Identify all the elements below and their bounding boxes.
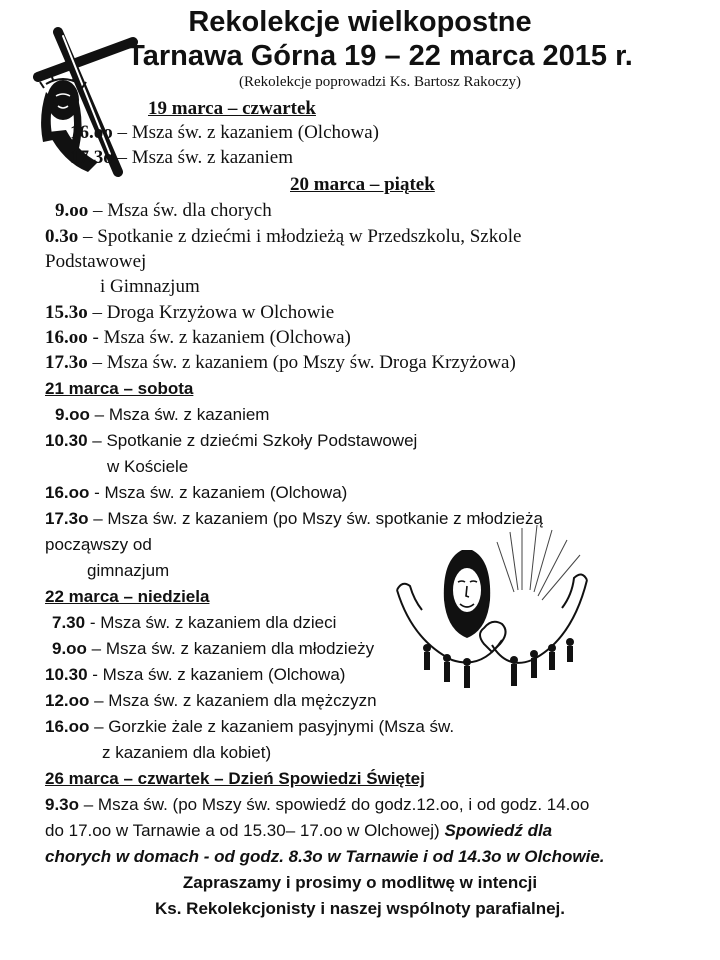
schedule-time: 16.oo [45, 327, 88, 348]
schedule-item [55, 199, 272, 223]
schedule-text: - Msza św. z kazaniem (Olchowa) [89, 483, 348, 502]
schedule-time: 9.oo [55, 200, 89, 221]
schedule-item [45, 507, 543, 531]
schedule-time: 0.3o [45, 226, 79, 247]
schedule-time: 17.3o [45, 509, 89, 528]
schedule-continuation: Podstawowej [45, 251, 147, 272]
schedule-item [45, 225, 521, 249]
day-heading-26-march: 26 marca – czwartek – Dzień Spowiedzi Świętej [45, 769, 425, 788]
closing-line-2: Ks. Rekolekcjonisty i naszej wspólnoty parafialnej. [154, 899, 566, 918]
schedule-text: – Msza św. z kazaniem [112, 147, 294, 168]
christ-open-hands-illustration [392, 520, 592, 710]
schedule-text: - Msza św. z kazaniem (Olchowa) [87, 665, 346, 684]
day-heading-20-march: 20 marca – piątek [290, 174, 435, 195]
schedule-time: 12.oo [45, 691, 90, 710]
schedule-item [45, 301, 334, 325]
schedule-text: do 17.oo w Tarnawie a od 15.30– 17.oo w Olchowej) [45, 821, 445, 840]
schedule-item [52, 611, 336, 635]
schedule-item [52, 637, 374, 661]
schedule-item [45, 689, 377, 713]
schedule-item [45, 429, 417, 453]
schedule-text: - Msza św. z kazaniem dla dzieci [85, 613, 337, 632]
schedule-text: – Msza św. z kazaniem (po Mszy św. spotkanie z młodzieżą [88, 509, 543, 528]
closing-line-1: Zapraszamy i prosimy o modlitwę w intencji [182, 873, 538, 892]
schedule-item [70, 146, 293, 170]
schedule-text: – Msza św. (po Mszy św. spowiedź do godz.12.oo, i od godz. 14.oo [79, 795, 590, 814]
schedule-text: – Spotkanie z dziećmi i młodzieżą w Przedszkolu, Szkole [78, 226, 522, 247]
schedule-time: 16.oo [70, 122, 113, 143]
sick-confession-note-cont: chorych w domach - od godz. 8.3o w Tarnawie i od 14.3o w Olchowie. [45, 847, 605, 866]
schedule-time: 9.3o [45, 795, 80, 814]
schedule-continuation: w Kościele [107, 457, 189, 476]
day-heading-19-march: 19 marca – czwartek [148, 98, 316, 119]
schedule-continuation: gimnazjum [87, 561, 170, 580]
schedule-item [70, 121, 379, 145]
schedule-time: 10.30 [45, 431, 88, 450]
schedule-text: – Msza św. dla chorych [88, 200, 272, 221]
schedule-continuation [45, 819, 552, 843]
schedule-text: – Droga Krzyżowa w Olchowie [87, 302, 335, 323]
schedule-time: 15.3o [45, 302, 88, 323]
schedule-time: 16.oo [45, 483, 90, 502]
title-line-2: Tarnawa Górna 19 – 22 marca 2015 r. [127, 40, 633, 72]
schedule-time: 9.oo [55, 405, 90, 424]
schedule-text: – Gorzkie żale z kazaniem pasyjnymi (Msza św. [89, 717, 455, 736]
sick-confession-note: Spowiedź dla [444, 821, 553, 840]
subtitle: (Rekolekcje poprowadzi Ks. Bartosz Rakoczy) [239, 74, 521, 90]
schedule-continuation: i Gimnazjum [100, 276, 200, 297]
schedule-text: – Msza św. z kazaniem (po Mszy św. Droga Krzyżowa) [87, 352, 516, 373]
schedule-text: - Msza św. z kazaniem (Olchowa) [87, 327, 351, 348]
schedule-text: – Msza św. z kazaniem dla młodzieży [86, 639, 375, 658]
schedule-time: 17.3o [70, 147, 113, 168]
schedule-text: – Spotkanie z dziećmi Szkoły Podstawowej [87, 431, 418, 450]
schedule-time: 9.oo [52, 639, 87, 658]
schedule-time: 16.oo [45, 717, 90, 736]
day-heading-21-march: 21 marca – sobota [45, 379, 194, 398]
schedule-continuation: począwszy od [45, 535, 152, 554]
schedule-item [55, 403, 269, 427]
schedule-text: – Msza św. z kazaniem [89, 405, 270, 424]
schedule-time: 17.3o [45, 352, 88, 373]
schedule-item [45, 715, 454, 739]
schedule-time: 7.30 [52, 613, 86, 632]
schedule-continuation: z kazaniem dla kobiet) [102, 743, 272, 762]
schedule-item [45, 793, 589, 817]
schedule-item [45, 326, 351, 350]
schedule-text: – Msza św. z kazaniem dla mężczyzn [89, 691, 377, 710]
schedule-time: 10.30 [45, 665, 88, 684]
title-line-1: Rekolekcje wielkopostne [188, 6, 532, 38]
schedule-item [45, 481, 347, 505]
day-heading-22-march: 22 marca – niedziela [45, 587, 210, 606]
schedule-text: – Msza św. z kazaniem (Olchowa) [112, 122, 380, 143]
schedule-item [45, 351, 516, 375]
schedule-item [45, 663, 345, 687]
